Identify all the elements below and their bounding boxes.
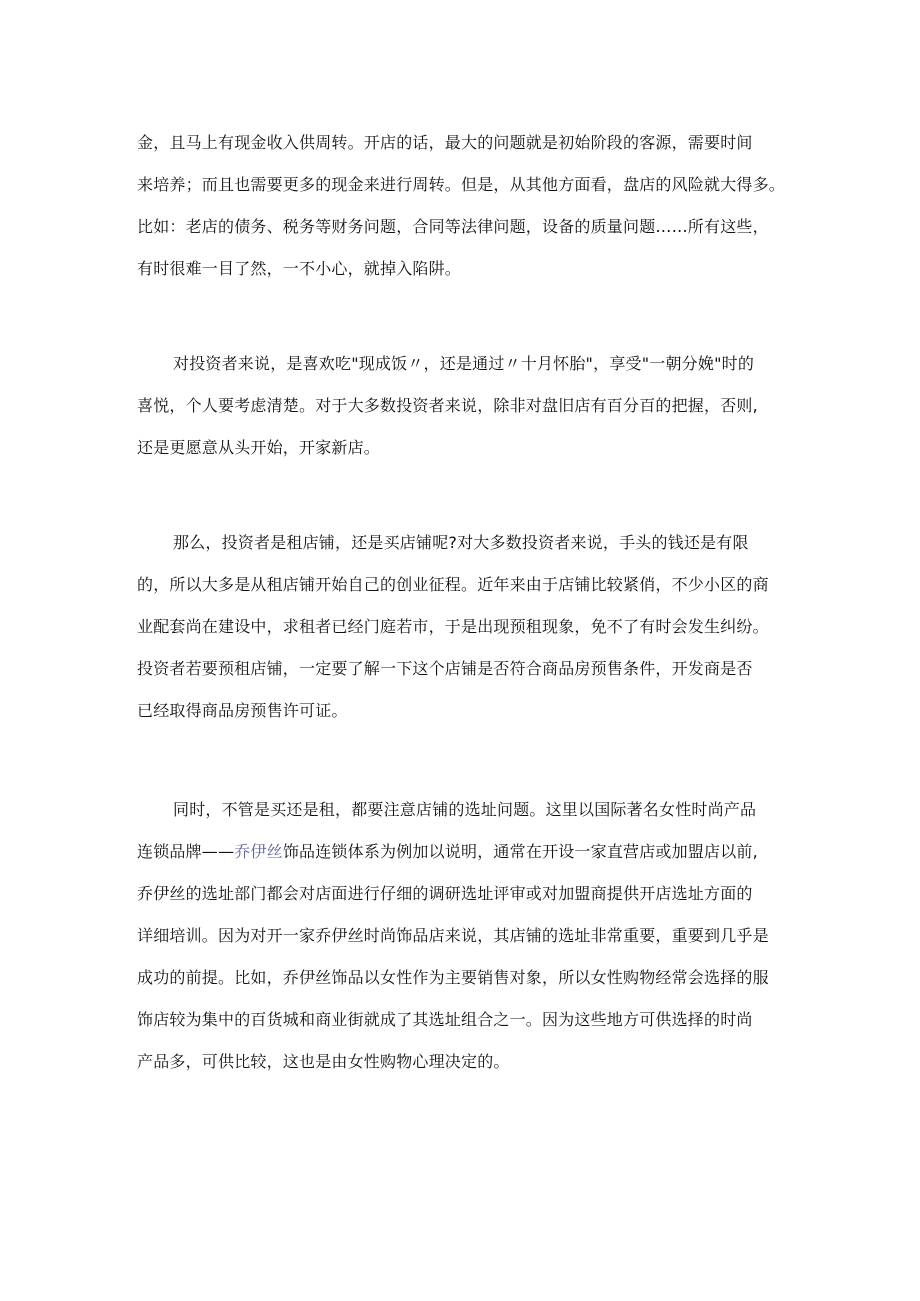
paragraph-line: 乔伊丝的选址部门都会对店面进行仔细的调研选址评审或对加盟商提供开店选址方面的 (137, 884, 753, 903)
paragraph-line: 投资者若要预租店铺，一定要了解一下这个店铺是否符合商品房预售条件，开发商是否 (137, 659, 753, 678)
paragraph-line: 同时，不管是买还是租，都要注意店铺的选址问题。这里以国际著名女性时尚产品 (173, 800, 757, 819)
paragraph-line: 饰店较为集中的百货城和商业街就成了其选址组合之一。因为这些地方可供选择的时尚 (137, 1010, 753, 1029)
paragraph-4 (137, 789, 817, 1083)
paragraph-line: 对投资者来说，是喜欢吃"现成饭〃，还是通过〃十月怀胎"，享受"一朝分娩"时的 (173, 354, 755, 373)
paragraph-line: 成功的前提。比如，乔伊丝饰品以女性作为主要销售对象，所以女性购物经常会选择的服 (137, 968, 769, 987)
paragraph-line: 还是更愿意从头开始，开家新店。 (137, 438, 381, 457)
paragraph-line: 已经取得商品房预售许可证。 (137, 701, 348, 720)
paragraph-line: 业配套尚在建设中，求租者已经门庭若市，于是出现预租现象，免不了有时会发生纠纷。 (137, 617, 769, 636)
paragraph-3 (137, 522, 817, 732)
line-text-after-link: 饰品连锁体系为例加以说明，通常在开设一家直营店或加盟店以前, (282, 842, 758, 861)
paragraph-line: 有时很难一目了然，一不小心，就掉入陷阱。 (137, 259, 462, 278)
line-text-before-link: 连锁品牌—— (137, 842, 235, 861)
paragraph-line: 产品多，可供比较，这也是由女性购物心理决定的。 (137, 1052, 510, 1071)
paragraph-line: 喜悦，个人要考虑清楚。对于大多数投资者来说，除非对盘旧店有百分百的把握，否则, (137, 396, 758, 415)
paragraph-line: 比如：老店的债务、税务等财务问题，合同等法律问题，设备的质量问题……所有这些， (137, 217, 769, 236)
paragraph-line: 那么，投资者是租店铺，还是买店铺呢?对大多数投资者来说，手头的钱还是有限 (173, 533, 749, 552)
paragraph-2 (137, 343, 817, 469)
paragraph-line: 来培养；而且也需要更多的现金来进行周转。但是，从其他方面看，盘店的风险就大得多。 (137, 175, 786, 194)
brand-link[interactable]: 乔伊丝 (234, 842, 283, 861)
paragraph-line: 的，所以大多是从租店铺开始自己的创业征程。近年来由于店铺比较紧俏，不少小区的商 (137, 575, 769, 594)
paragraph-line: 详细培训。因为对开一家乔伊丝时尚饰品店来说，其店铺的选址非常重要，重要到几乎是 (137, 926, 769, 945)
paragraph-line (137, 831, 817, 873)
paragraph-line: 金，且马上有现金收入供周转。开店的话，最大的问题就是初始阶段的客源，需要时间 (137, 133, 753, 152)
paragraph-1 (137, 122, 817, 290)
